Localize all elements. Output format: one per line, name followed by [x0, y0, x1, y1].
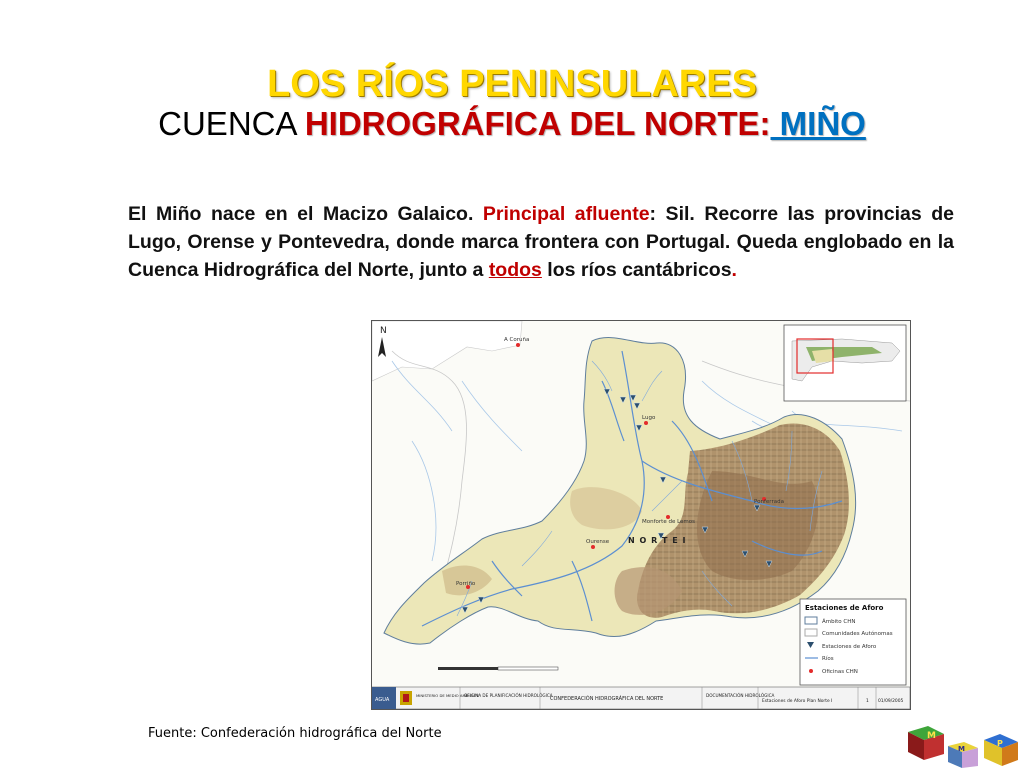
title-hidrografica: HIDROGRÁFICA DEL NORTE [304, 105, 760, 142]
title-colon: : [759, 105, 771, 142]
footer-oficina: OFICINA DE PLANIFICACIÓN HIDROLÓGICA [464, 693, 553, 698]
logo-letter-3: P [997, 739, 1003, 748]
footer-hoja: 1 [866, 699, 869, 704]
city-a-coruna: A Coruña [504, 337, 530, 343]
para-period: . [731, 259, 737, 281]
logo-block-1 [908, 726, 944, 760]
logo-block-3 [984, 734, 1018, 766]
footer-agua: AGUA [375, 697, 390, 703]
legend-comunidades: Comunidades Autónomas [822, 631, 893, 637]
source-caption: Fuente: Confederación hidrográfica del Norte [148, 726, 442, 741]
para-part-1: El Miño nace en el Macizo Galaico. [128, 203, 483, 225]
city-monforte: Monforte de Lemos [642, 519, 696, 525]
footer-fecha: 01/09/2005 [878, 699, 904, 704]
legend-title: Estaciones de Aforo [805, 604, 884, 612]
legend-oficinas: Oficinas CHN [822, 669, 858, 675]
legend-ambito: Ámbito CHN [822, 619, 856, 625]
body-paragraph [128, 200, 954, 284]
scale-bar [438, 667, 558, 670]
para-todos: todos [488, 259, 542, 281]
para-part-3: : Sil. Recorre las provincias de Lugo, Orense y Pontevedra, donde marca frontera con Portugal. Queda englobado en la Cuenca Hidrográfica del Norte, junto a [128, 203, 955, 281]
title-subtitle [0, 104, 1024, 144]
footer-documentacion: DOCUMENTACIÓN HIDROLÓGICA [706, 693, 775, 698]
blocks-logo-svg [900, 718, 1024, 768]
inset-map [784, 325, 906, 401]
footer-ministerio: MINISTERIO DE MEDIO AMBIENTE [416, 693, 480, 698]
legend-rios: Ríos [822, 656, 834, 662]
map-footer [372, 687, 910, 709]
city-porrino: Porriño [456, 581, 476, 587]
basin-map-svg [372, 321, 910, 709]
city-ponferrada: Ponferrada [754, 499, 784, 505]
logo-letter-2: M [958, 745, 965, 753]
logo-letter-1: M [927, 731, 936, 741]
title-mino: MIÑO [770, 105, 866, 142]
logo-block-2 [948, 742, 978, 768]
title-cuenca: CUENCA [158, 105, 305, 142]
mmp-blocks-logo [900, 718, 1024, 768]
footer-confederacion: CONFEDERACIÓN HIDROGRÁFICA DEL NORTE [550, 696, 664, 702]
north-label: N [380, 326, 387, 336]
footer-plano: Estaciones de Aforo Plan Norte I [762, 699, 833, 704]
city-lugo: Lugo [642, 415, 656, 421]
region-label: N O R T E I [628, 536, 687, 545]
title-main: LOS RÍOS PENINSULARES [267, 63, 757, 105]
para-principal-afluente: Principal afluente [482, 203, 650, 225]
legend-estaciones: Estaciones de Aforo [822, 644, 877, 650]
map-legend [800, 599, 906, 685]
basin-map [371, 320, 911, 710]
slide-title [0, 60, 1024, 144]
city-ourense: Ourense [586, 539, 610, 545]
para-part-5: los ríos cantábricos [541, 259, 732, 281]
